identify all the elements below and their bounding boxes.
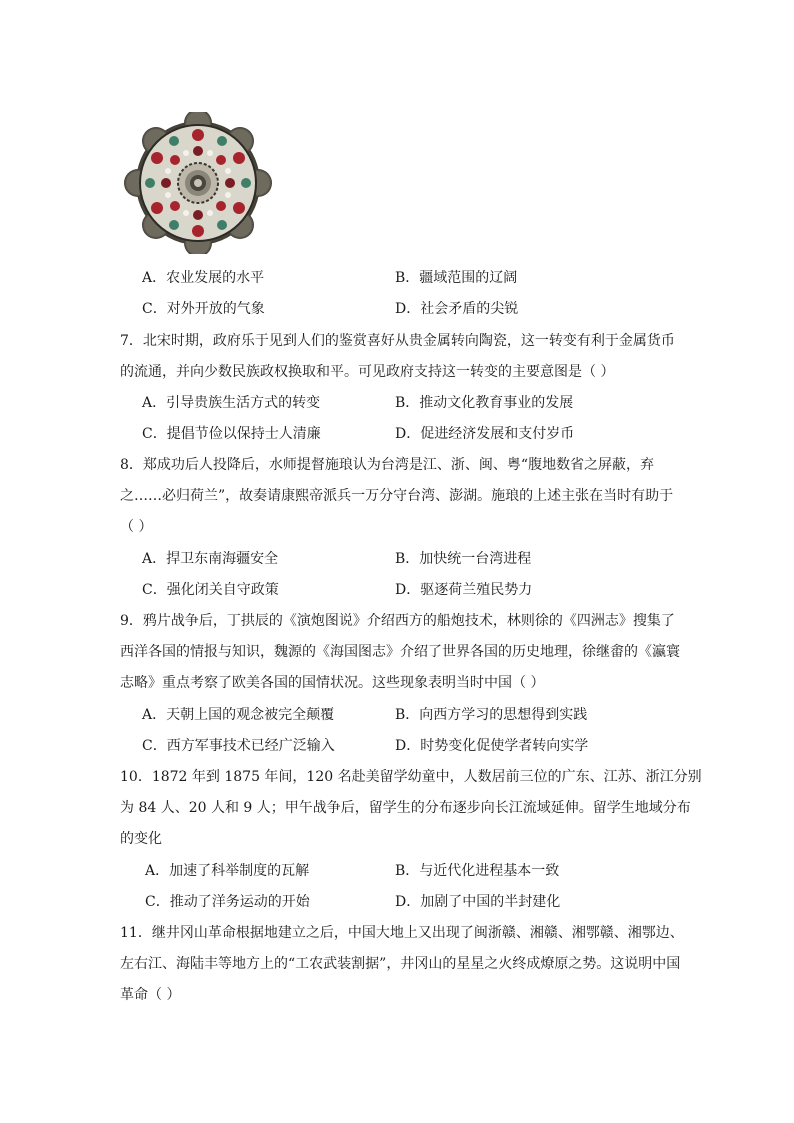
q8-stem-line-2: 之……必归荷兰”，故奏请康熙帝派兵一万分守台湾、澎湖。施琅的上述主张在当时有助于 [120,488,674,504]
q9-stem-line-2: 西洋各国的情报与知识，魏源的《海国图志》介绍了世界各国的历史地理，徐继畬的《瀛寰 [120,644,680,660]
q9-stem-line-3: 志略》重点考察了欧美各国的国情状况。这些现象表明当时中国（ ） [120,675,545,691]
q10-option-b: B．与近代化进程基本一致 [395,863,560,879]
q11-stem-line-2: 左右江、海陆丰等地方上的“工农武装割据”，井冈山的星星之火终成燎原之势。这说明中国 [120,956,681,972]
q10-stem-line-1: 10．1872 年到 1875 年间，120 名赴美留学幼童中，人数居前三位的广东、江苏、浙江分别 [120,769,702,785]
q8-option-c: C．强化闭关自守政策 [142,582,279,598]
q8-stem-line-3: （ ） [120,519,153,535]
q6-option-a: A．农业发展的水平 [142,270,265,286]
q6-option-d: D．社会矛盾的尖锐 [395,301,519,317]
q6-option-c: C．对外开放的气象 [142,301,265,317]
q10-option-a: A．加速了科举制度的瓦解 [145,863,310,879]
q10-stem-line-3: 的变化 [120,831,162,847]
q8-option-d: D．驱逐荷兰殖民势力 [395,582,533,598]
q11-stem-line-1: 11．继井冈山革命根据地建立之后，中国大地上又出现了闽浙赣、湘赣、湘鄂赣、湘鄂边、 [120,925,684,941]
q7-option-d: D．促进经济发展和支付岁币 [395,426,575,442]
q6-option-b: B．疆域范围的辽阔 [395,270,518,286]
q10-stem-line-2: 为 84 人、20 人和 9 人；甲午战争后，留学生的分布逐步向长江流域延伸。留学生地域分布 [120,800,691,816]
q9-option-c: C．西方军事技术已经广泛输入 [142,738,335,754]
q7-stem-line-1: 7．北宋时期，政府乐于见到人们的鉴赏喜好从贵金属转向陶瓷，这一转变有利于金属货币 [120,333,675,349]
q10-option-d: D．加剧了中国的半封建化 [395,894,561,910]
q8-option-a: A．捍卫东南海疆安全 [142,551,279,567]
q8-option-b: B．加快统一台湾进程 [395,551,532,567]
q11-stem-line-3: 革命（ ） [120,987,181,1003]
q7-option-a: A．引导贵族生活方式的转变 [142,395,321,411]
q7-option-c: C．提倡节俭以保持士人清廉 [142,426,321,442]
q9-stem-line-1: 9．鸦片战争后，丁拱辰的《演炮图说》介绍西方的船炮技术，林则徐的《四洲志》搜集了 [120,613,675,629]
q9-option-d: D．时势变化促使学者转向实学 [395,738,589,754]
q9-option-a: A．天朝上国的观念被完全颠覆 [142,707,335,723]
q8-stem-line-1: 8．郑成功后人投降后，水师提督施琅认为台湾是江、浙、闽、粤“腹地数省之屏蔽，弃 [120,457,655,473]
q7-stem-line-2: 的流通，并向少数民族政权换取和平。可见政府支持这一转变的主要意图是（ ） [120,364,615,380]
tang-mirror-image [118,112,278,254]
q9-option-b: B．向西方学习的思想得到实践 [395,707,588,723]
q10-option-c: C．推动了洋务运动的开始 [145,894,310,910]
q7-option-b: B．推动文化教育事业的发展 [395,395,574,411]
